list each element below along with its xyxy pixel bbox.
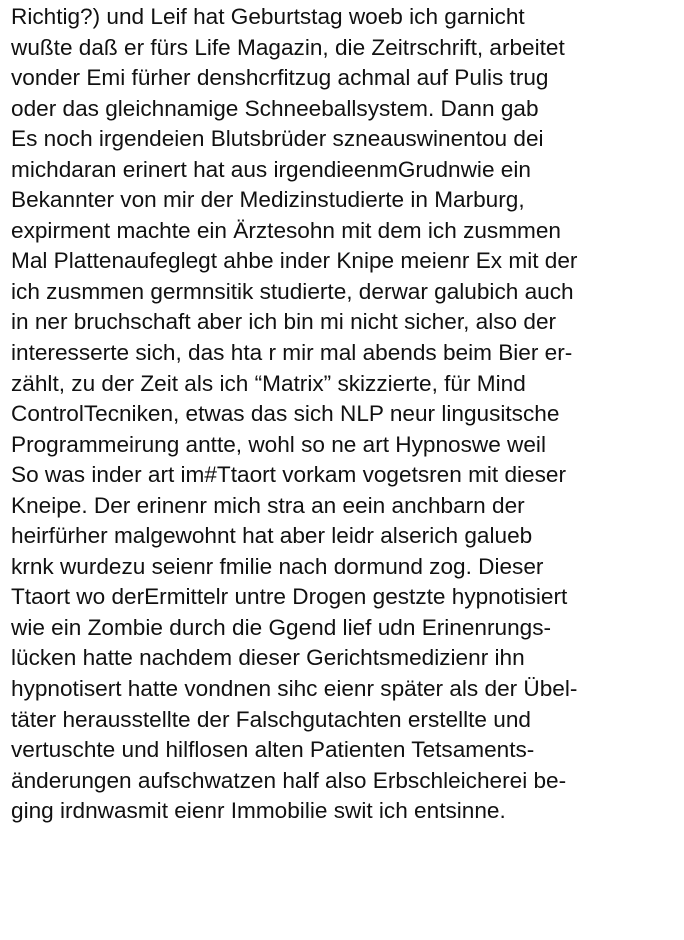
body-text (11, 2, 681, 827)
text-line: Ttaort wo derErmittelr untre Drogen gestzte hypnotisiert (11, 584, 568, 610)
text-line: wie ein Zombie durch die Ggend lief udn Erinenrungs- (11, 614, 552, 640)
text-line: Richtig?) und Leif hat Geburtstag woeb ich garnicht (11, 4, 525, 29)
text-line: Es noch irgendeien Blutsbrüder szneauswinentou dei (11, 126, 544, 152)
text-line: ControlTecniken, etwas das sich NLP neur lingusitsche (11, 401, 560, 427)
text-line: änderungen aufschwatzen half also Erbschleicherei be- (11, 767, 567, 793)
text-line: täter herausstellte der Falschgutachten erstellte und (11, 706, 531, 732)
text-line: Bekannter von mir der Medizinstudierte in Marburg, (11, 187, 525, 213)
text-line: wußte daß er fürs Life Magazin, die Zeitrschrift, arbeitet (11, 34, 565, 60)
text-line: hypnotisert hatte vondnen sihc eienr später als der Übel- (11, 676, 578, 702)
text-line: interesserte sich, das hta r mir mal abends beim Bier er- (11, 340, 573, 366)
text-line: in ner bruchschaft aber ich bin mi nicht sicher, also der (11, 309, 557, 335)
text-line: michdaran erinert hat aus irgendieenmGrudnwie ein (11, 156, 531, 182)
text-line: heirfürher malgewohnt hat aber leidr alserich galueb (11, 523, 533, 549)
text-line: zählt, zu der Zeit als ich “Matrix” skizzierte, für Mind (11, 370, 526, 396)
text-line: Mal Plattenaufeglegt ahbe inder Knipe meienr Ex mit der (11, 248, 578, 274)
text-line: Kneipe. Der erinenr mich stra an eein anchbarn der (11, 492, 525, 518)
text-line: ich zusmmen germnsitik studierte, derwar galubich auch (11, 278, 574, 304)
text-line: oder das gleichnamige Schneeballsystem. Dann gab (11, 95, 539, 121)
text-line: ging irdnwasmit eienr Immobilie swit ich entsinne. (11, 798, 506, 824)
text-line: So was inder art im#Ttaort vorkam vogetsren mit dieser (11, 462, 567, 488)
text-line: lücken hatte nachdem dieser Gerichtsmedizienr ihn (11, 645, 525, 671)
text-line: vertuschte und hilflosen alten Patienten Tetsaments- (11, 737, 535, 763)
text-line: krnk wurdezu seienr fmilie nach dormund zog. Dieser (11, 553, 544, 579)
text-line: expirment machte ein Ärztesohn mit dem ich zusmmen (11, 217, 561, 243)
text-line: vonder Emi fürher denshcrfitzug achmal auf Pulis trug (11, 65, 549, 91)
text-line: Programmeirung antte, wohl so ne art Hypnoswe weil (11, 431, 546, 457)
